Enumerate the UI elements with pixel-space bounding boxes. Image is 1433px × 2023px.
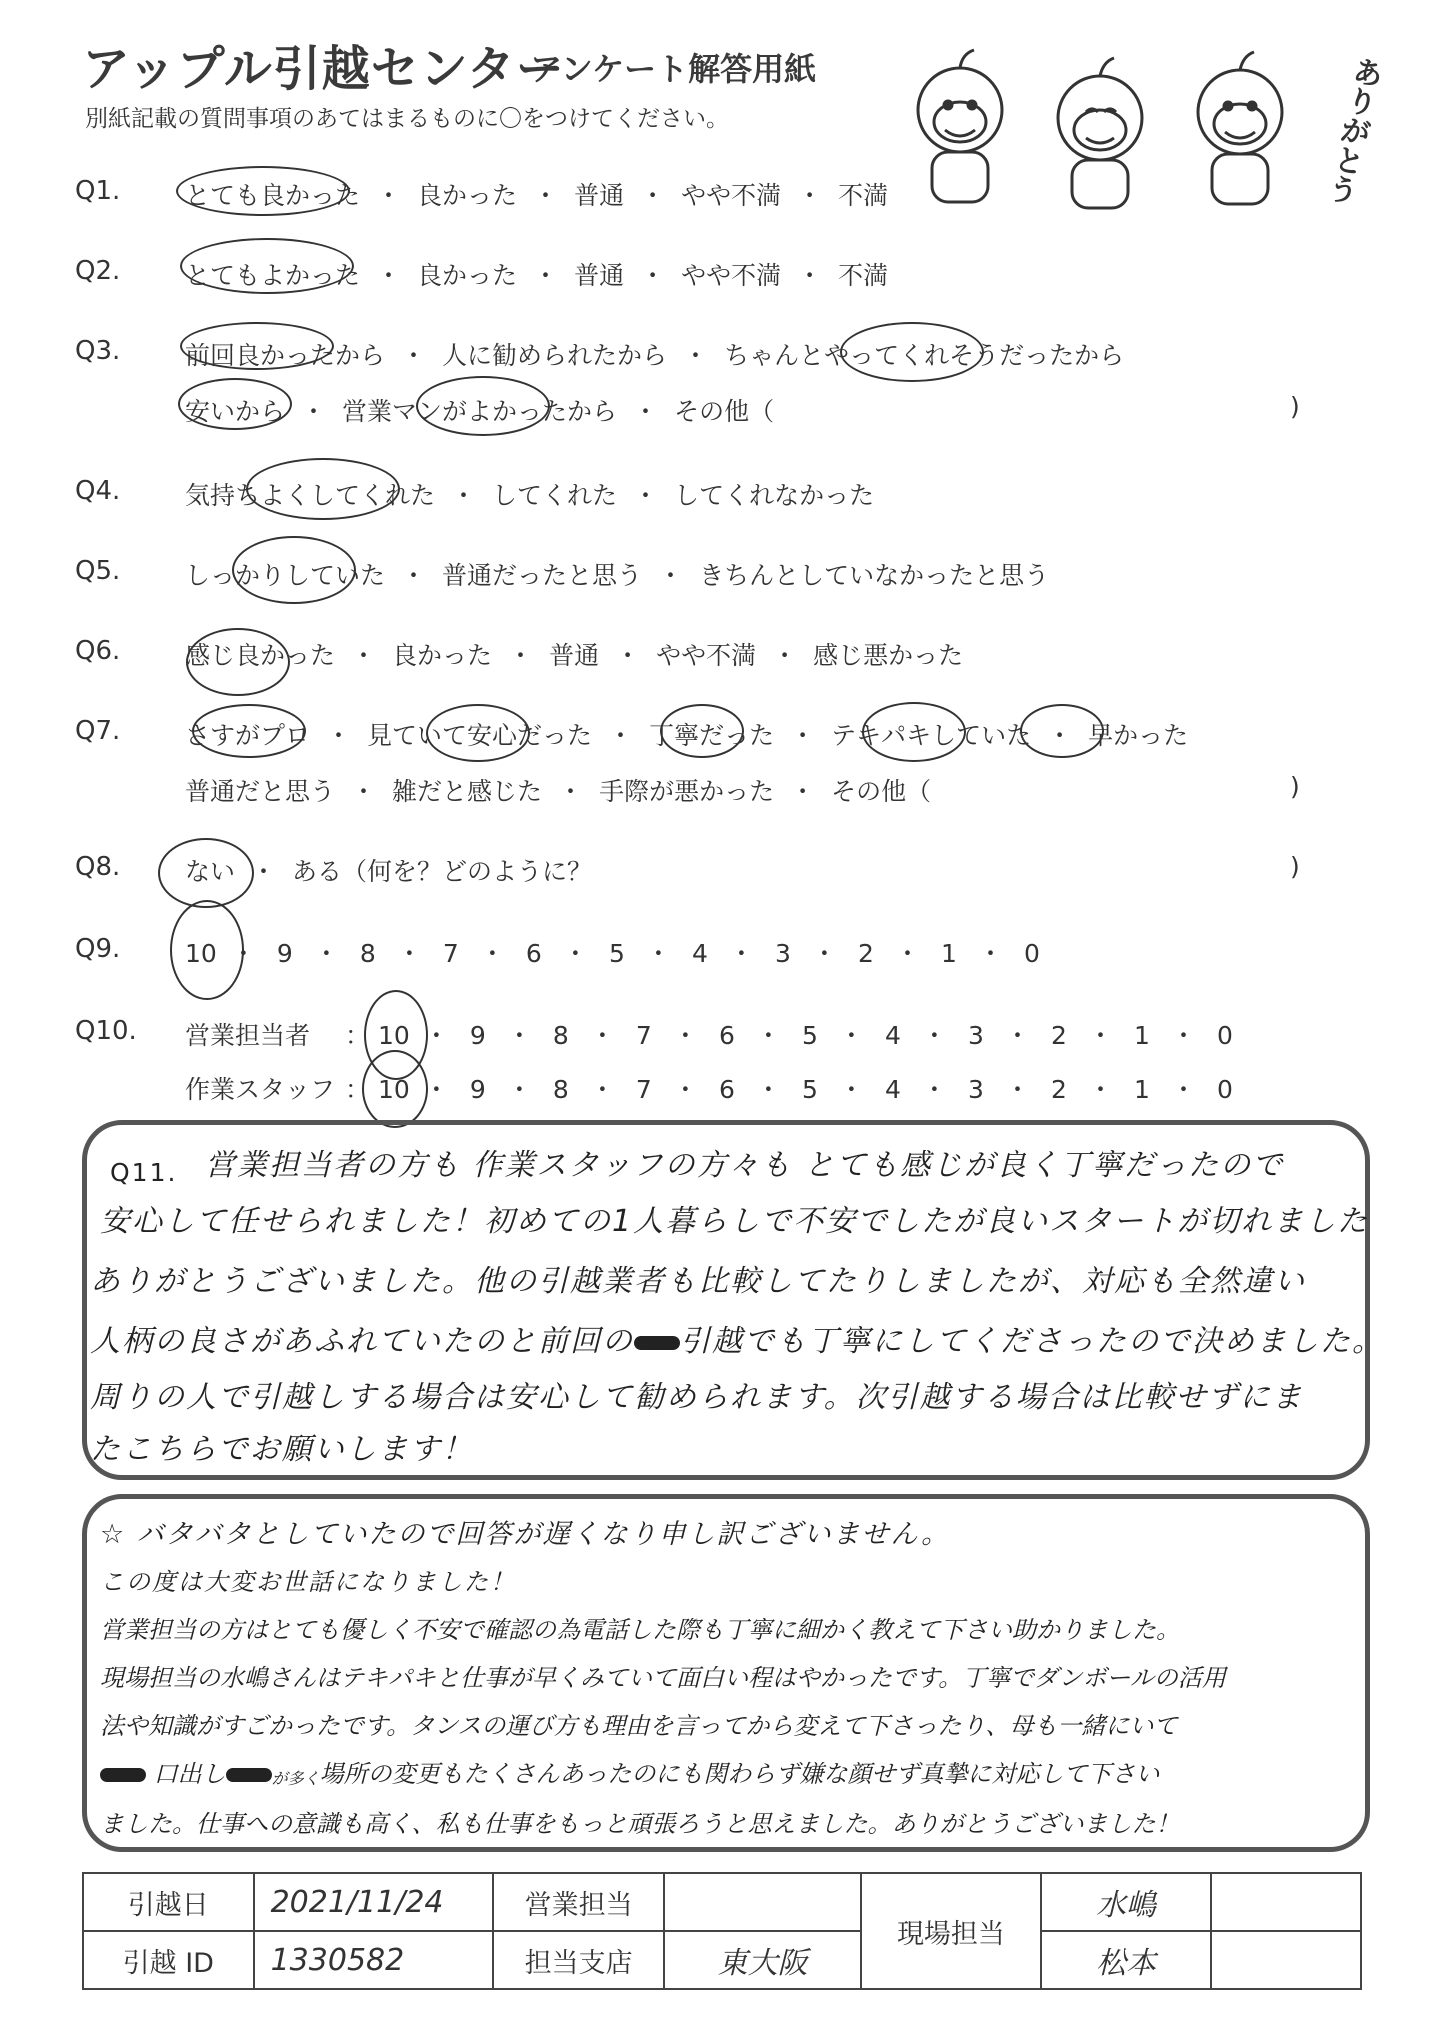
- q8-options: ない ・ ある（何を？どのように？: [185, 852, 592, 888]
- q9-option[interactable]: 4: [691, 939, 708, 968]
- mascot-right-icon: [1198, 52, 1282, 204]
- q9-option[interactable]: 9: [276, 939, 293, 968]
- q10-option[interactable]: 2: [1051, 1021, 1067, 1050]
- comment-line: 現場担当の水嶋さんはテキパキと仕事が早くみていて面白い程はやかったです。丁寧でダンボールの活用: [100, 1664, 1226, 1692]
- q10-option[interactable]: 3: [967, 1075, 984, 1104]
- branch-label: 担当支店: [493, 1931, 663, 1989]
- q11-line: 安心して任せられました！初めての1人暮らしで不安でしたが良いスタートが切れました: [100, 1204, 1370, 1239]
- q2-option[interactable]: 普通: [574, 261, 625, 290]
- q7-label: Q7.: [75, 716, 121, 746]
- q11-line: 周りの人で引越しする場合は安心して勧められます。次引越する場合は比較せずにま: [90, 1380, 1304, 1415]
- q10-option[interactable]: 10: [378, 1021, 410, 1050]
- q4-options: 気持ちよくしてくれた ・ してくれた ・ してくれなかった: [185, 476, 874, 512]
- q6-label: Q6.: [75, 636, 121, 666]
- q7-option[interactable]: 早かった: [1088, 721, 1189, 750]
- q4-option[interactable]: してくれなかった: [674, 481, 875, 510]
- mascot-illustration: [900, 40, 1360, 220]
- move-date-label: 引越日: [83, 1873, 254, 1931]
- site-staff-extra-2[interactable]: [1211, 1931, 1361, 1989]
- q3-option[interactable]: 前回良かったから: [185, 341, 386, 370]
- q5-option[interactable]: きちんとしていなかったと思う: [699, 561, 1050, 590]
- q3-close-paren: ): [1290, 392, 1300, 421]
- q10-option[interactable]: 2: [1051, 1075, 1067, 1104]
- q11-label: Q11.: [110, 1158, 178, 1187]
- q5-option[interactable]: しっかりしていた: [185, 561, 386, 590]
- q6-option[interactable]: 感じ悪かった: [813, 641, 964, 670]
- q10-option[interactable]: 3: [967, 1021, 984, 1050]
- q2-option[interactable]: 不満: [838, 261, 889, 290]
- comment-line: この度は大変お世話になりました！: [100, 1568, 516, 1596]
- q1-label: Q1.: [75, 176, 121, 206]
- sales-rep-value[interactable]: [664, 1873, 861, 1931]
- q10-option[interactable]: 10: [378, 1075, 410, 1104]
- q3-option[interactable]: 営業マンがよかったから: [342, 397, 618, 426]
- q4-label: Q4.: [75, 476, 121, 506]
- q4-option[interactable]: してくれた: [492, 481, 618, 510]
- sales-rep-label: 営業担当: [493, 1873, 663, 1931]
- move-id-label: 引越 ID: [83, 1931, 254, 1989]
- q8-option[interactable]: ない: [185, 857, 236, 886]
- q10-option[interactable]: 5: [801, 1075, 818, 1104]
- q4-option[interactable]: 気持ちよくしてくれた: [185, 481, 436, 510]
- q3-options: 前回良かったから ・ 人に勧められたから ・ ちゃんとやってくれそうだったから: [185, 336, 1124, 372]
- q6-option[interactable]: 普通: [549, 641, 600, 670]
- q3-options-2: 安いから ・ 営業マンがよかったから ・ その他（: [185, 392, 774, 428]
- q9-option[interactable]: 7: [442, 939, 459, 968]
- q10-option[interactable]: 9: [469, 1021, 486, 1050]
- q7-option[interactable]: 雑だと感じた: [392, 777, 543, 806]
- move-date-value[interactable]: 2021/11/24: [254, 1873, 494, 1931]
- site-staff-1[interactable]: 水嶋: [1041, 1873, 1212, 1931]
- q10-option[interactable]: 6: [718, 1075, 735, 1104]
- q1-options: とても良かった ・ 良かった ・ 普通 ・ やや不満 ・ 不満: [185, 176, 888, 212]
- crossed-out-mark: [100, 1768, 146, 1782]
- q2-option[interactable]: 良かった: [417, 261, 518, 290]
- q3-label: Q3.: [75, 336, 121, 366]
- q10-option[interactable]: 8: [552, 1021, 569, 1050]
- q9-label: Q9.: [75, 934, 121, 964]
- mascot-middle-icon: [1058, 58, 1142, 208]
- q7-option[interactable]: さすがプロ: [185, 721, 311, 750]
- comment-line: 営業担当の方はとても優しく不安で確認の為電話した際も丁寧に細かく教えて下さい助かりました。: [100, 1616, 1180, 1644]
- q5-label: Q5.: [75, 556, 121, 586]
- comment-line: ☆ バタバタとしていたので回答が遅くなり申し訳ございません。: [100, 1519, 951, 1550]
- q2-label: Q2.: [75, 256, 121, 286]
- q9-option[interactable]: 3: [774, 939, 791, 968]
- q7-option[interactable]: その他（: [831, 777, 932, 806]
- q11-line: ありがとうございました。他の引越業者も比較してたりしましたが、対応も全然違い: [90, 1264, 1306, 1299]
- q3-option[interactable]: 安いから: [185, 397, 286, 426]
- q6-option[interactable]: 良かった: [392, 641, 493, 670]
- branch-value[interactable]: 東大阪: [664, 1931, 861, 1989]
- q10-option[interactable]: 6: [718, 1021, 735, 1050]
- q3-option[interactable]: その他（: [674, 397, 775, 426]
- q10-option[interactable]: 4: [884, 1021, 901, 1050]
- q1-option[interactable]: とても良かった: [185, 181, 361, 210]
- q1-option[interactable]: やや不満: [681, 181, 782, 210]
- comment-line-part: 場所の変更もたくさんあったのにも関わらず嫌な顔せず真摯に対応して下さい: [319, 1760, 1160, 1788]
- q11-line-part: 人柄の良さがあふれていたのと前回の: [90, 1324, 634, 1359]
- q9-option[interactable]: 1: [941, 939, 957, 968]
- instruction-text: 別紙記載の質問事項のあてはまるものに〇をつけてください。: [85, 106, 729, 132]
- comment-line: [100, 1754, 1159, 1789]
- q7-option[interactable]: 普通だと思う: [185, 777, 336, 806]
- comment-line: 法や知識がすごかったです。タンスの運び方も理由を言ってから変えて下さったり、母も一緒にいて: [100, 1712, 1178, 1740]
- q10-option[interactable]: 1: [1134, 1075, 1150, 1104]
- q5-options: しっかりしていた ・ 普通だったと思う ・ きちんとしていなかったと思う: [185, 556, 1049, 592]
- q7-close-paren: ): [1290, 772, 1300, 801]
- q9-option[interactable]: 6: [525, 939, 542, 968]
- q10-option[interactable]: 0: [1217, 1075, 1233, 1104]
- q1-option[interactable]: 不満: [838, 181, 889, 210]
- q10-option[interactable]: 7: [635, 1075, 652, 1104]
- q1-option[interactable]: 良かった: [417, 181, 518, 210]
- q8-label: Q8.: [75, 852, 121, 882]
- company-name: アップル引越センター: [82, 41, 565, 97]
- site-staff-extra-1[interactable]: [1211, 1873, 1361, 1931]
- move-id-value[interactable]: 1330582: [254, 1931, 494, 1989]
- q10-label: Q10.: [75, 1016, 137, 1046]
- site-staff-label: 現場担当: [861, 1873, 1040, 1989]
- q6-option[interactable]: 感じ良かった: [185, 641, 336, 670]
- comment-line-part: 口出し: [153, 1760, 226, 1788]
- crossed-out-mark: [226, 1768, 272, 1782]
- q11-line-part: 引越でも丁寧にしてくださったので決めました。: [680, 1324, 1384, 1359]
- q10-option[interactable]: 5: [801, 1021, 818, 1050]
- q7-option[interactable]: 丁寧だった: [649, 721, 775, 750]
- q9-options: 10 ・ 9 ・ 8 ・ 7 ・ 6 ・ 5 ・ 4 ・ 3 ・ 2 ・ 1 ・ 0: [185, 934, 1047, 970]
- site-staff-2[interactable]: 松本: [1041, 1931, 1212, 1989]
- q9-option[interactable]: 10: [185, 939, 217, 968]
- comment-insert: が多く: [271, 1769, 320, 1788]
- q10-option[interactable]: 0: [1217, 1021, 1233, 1050]
- q11-line: 営業担当者の方も 作業スタッフの方々も とても感じが良く丁寧だったので: [205, 1148, 1285, 1183]
- q7-options-2: 普通だと思う ・ 雑だと感じた ・ 手際が悪かった ・ その他（: [185, 772, 931, 808]
- q7-option[interactable]: 手際が悪かった: [599, 777, 775, 806]
- q10-option[interactable]: 8: [552, 1075, 569, 1104]
- q3-option[interactable]: ちゃんとやってくれそうだったから: [724, 341, 1125, 370]
- q11-line: たこちらでお願いします！: [90, 1432, 474, 1467]
- q7-options: さすがプロ ・ 見ていて安心だった ・ 丁寧だった ・ テキパキしていた ・ 早かった: [185, 716, 1188, 752]
- q6-option[interactable]: やや不満: [656, 641, 757, 670]
- q10-sales-label: 営業担当者: [185, 1021, 311, 1050]
- q10-option[interactable]: 7: [635, 1021, 652, 1050]
- q10-sales-options: 営業担当者 ： 10 ・ 9 ・ 8 ・ 7 ・ 6 ・ 5 ・ 4 ・ 3 ・ 2 ・ 1 ・ 0: [185, 1016, 1240, 1052]
- q3-option[interactable]: 人に勧められたから: [442, 341, 668, 370]
- q10-option[interactable]: 4: [884, 1075, 901, 1104]
- q10-staff-options: 作業スタッフ ： 10 ・ 9 ・ 8 ・ 7 ・ 6 ・ 5 ・ 4 ・ 3 ・ 2 ・ 1 ・ 0: [185, 1070, 1240, 1106]
- crossed-out-mark: [634, 1336, 680, 1350]
- q2-option[interactable]: やや不満: [681, 261, 782, 290]
- q2-option[interactable]: とてもよかった: [185, 261, 361, 290]
- q7-option[interactable]: 見ていて安心だった: [367, 721, 593, 750]
- q1-option[interactable]: 普通: [574, 181, 625, 210]
- form-title: アンケート解答用紙: [530, 50, 817, 88]
- move-info-table: [82, 1872, 1362, 1990]
- comment-line: ました。仕事への意識も高く、私も仕事をもっと頑張ろうと思えました。ありがとうございました！: [100, 1810, 1180, 1838]
- q10-option[interactable]: 9: [469, 1075, 486, 1104]
- q6-options: 感じ良かった ・ 良かった ・ 普通 ・ やや不満 ・ 感じ悪かった: [185, 636, 963, 672]
- q9-option[interactable]: 5: [608, 939, 625, 968]
- q5-option[interactable]: 普通だったと思う: [442, 561, 643, 590]
- thanks-text: ありがとう: [1319, 53, 1386, 208]
- q9-option[interactable]: 2: [857, 939, 874, 968]
- q9-option[interactable]: 0: [1024, 939, 1040, 968]
- mascot-left-icon: [918, 50, 1002, 202]
- q7-option[interactable]: テキパキしていた: [831, 721, 1032, 750]
- q8-close-paren: ): [1290, 852, 1300, 881]
- q8-option[interactable]: ある（何を？どのように？: [292, 857, 593, 886]
- q10-staff-label: 作業スタッフ: [185, 1075, 336, 1104]
- q9-option[interactable]: 8: [359, 939, 376, 968]
- q11-line: [90, 1316, 1384, 1360]
- q10-option[interactable]: 1: [1134, 1021, 1150, 1050]
- q2-options: とてもよかった ・ 良かった ・ 普通 ・ やや不満 ・ 不満: [185, 256, 888, 292]
